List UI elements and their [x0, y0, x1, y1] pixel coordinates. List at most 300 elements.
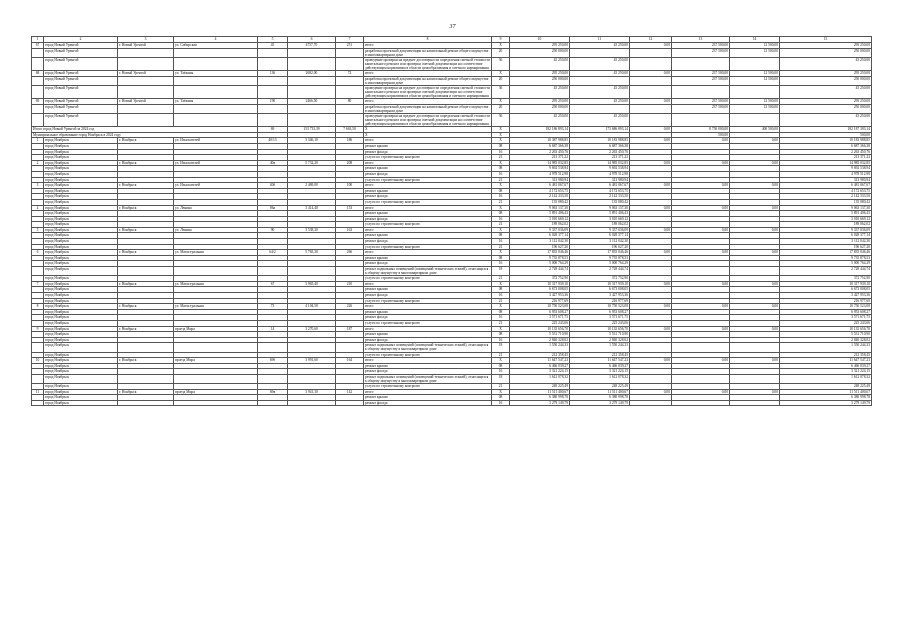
table-cell [174, 400, 258, 406]
table-cell: 3 112 042,30 [510, 239, 570, 245]
table-cell: город Ноябрьск [44, 199, 118, 205]
table-cell: город Ноябрьск [44, 384, 118, 390]
table-cell [174, 343, 258, 352]
table-cell: ул. Магистральная [174, 304, 258, 310]
table-cell: 90 [258, 227, 288, 233]
table-cell: город Ноябрьск [44, 315, 118, 321]
table-cell [258, 85, 288, 98]
table-cell: город Ноябрьск [44, 343, 118, 352]
table-cell [118, 85, 174, 98]
table-cell: 14 [258, 326, 288, 332]
table-cell [570, 104, 630, 113]
table-cell [630, 343, 672, 352]
table-cell: 196 627,20 [570, 244, 630, 250]
table-cell: 16 [492, 337, 510, 343]
table-cell: 3 538,30 [288, 227, 336, 233]
table-cell: 16 [492, 369, 510, 375]
table-cell: 2 142 333,50 [510, 194, 570, 200]
table-cell: 2 840 328,02 [570, 337, 630, 343]
table-cell [118, 400, 174, 406]
table-cell: разработка проектной документации на капитальный ремонт общего имущества в многоквартирном доме [364, 48, 492, 57]
table-cell [258, 267, 288, 276]
table-cell: 186 [336, 138, 364, 144]
table-cell: 0,00 [730, 358, 780, 364]
table-cell: город Ноябрьск [44, 309, 118, 315]
table-row [32, 57, 872, 70]
table-cell: 17 835 046,46 [510, 250, 570, 256]
table-cell: город Ноябрьск [44, 233, 118, 239]
table-cell: 69 [32, 99, 44, 105]
column-number: 11 [570, 37, 630, 43]
table-cell [258, 104, 288, 113]
table-cell: 4 172 653,75 [510, 188, 570, 194]
table-cell: 08 [492, 143, 510, 149]
table-cell: 6 [32, 250, 44, 256]
table-cell: 16 [492, 194, 510, 200]
table-cell: 295 250,00 [510, 43, 570, 49]
table-cell: 0,00 [630, 358, 672, 364]
table-cell: г. Новый Уренгой [118, 71, 174, 77]
table-cell: г. Ноябрьск [118, 227, 174, 233]
table-cell [118, 104, 174, 113]
table-cell: ул. Изыскателей [174, 160, 258, 166]
table-cell: 2466,50 [288, 99, 336, 105]
table-cell: 0,00 [630, 138, 672, 144]
table-cell [32, 267, 44, 276]
table-cell: город Новый Уренгой [44, 43, 118, 49]
table-cell: 225 243,06 [780, 320, 872, 326]
table-cell: 0,00 [672, 205, 730, 211]
table-cell: 86а [258, 205, 288, 211]
table-cell [258, 76, 288, 85]
table-cell: 0,00 [672, 250, 730, 256]
table-cell: 1 550 244,33 [780, 343, 872, 352]
table-cell: 16 [492, 293, 510, 299]
table-cell [32, 85, 44, 98]
table-cell: город Ноябрьск [44, 267, 118, 276]
table-cell: проведение проверки на предмет достоверности определения сметной стоимости капитального ремонта или проверки сметной документации на соответствие действующим нормативам в области ценообразования и сметного нормирования [365, 57, 490, 70]
table-cell: 3 991,60 [288, 358, 336, 364]
table-cell: 16 [492, 239, 510, 245]
table-cell: 16 [492, 216, 510, 222]
table-cell: ремонт крыши [364, 211, 492, 217]
table-cell: 372 752,90 [510, 276, 570, 282]
table-cell: 6 953 608,27 [570, 309, 630, 315]
table-cell: 64/2 [258, 250, 288, 256]
table-cell: ремонт подвальных помещений (помещений технических этажей), относящихся к общему имуществу в многоквартирном доме [364, 343, 492, 352]
table-cell: 14 985 032,85 [570, 160, 630, 166]
table-cell: 10 317 939,10 [510, 281, 570, 287]
table-cell: 0,00 [672, 227, 730, 233]
table-cell: 2 263 450,76 [570, 149, 630, 155]
table-cell: 08 [492, 287, 510, 293]
table-cell: 11 511 400,67 [510, 389, 570, 395]
table-cell: 68 [32, 71, 44, 77]
table-cell: 0,00 [630, 304, 672, 310]
table-cell: город Ноябрьск [44, 304, 118, 310]
table-cell: 0,00 [672, 281, 730, 287]
table-cell: г. Ноябрьск [118, 138, 174, 144]
table-cell: 10 750 523,08 [510, 304, 570, 310]
table-cell: 21 [492, 352, 510, 358]
table-cell: ремонт фасада [364, 194, 492, 200]
table-cell: 213 371,22 [780, 155, 872, 161]
table-cell: 45 250,00 [510, 113, 570, 126]
table-cell: X [492, 138, 510, 144]
table-cell: 9 692 538,94 [510, 166, 570, 172]
table-cell: 21 [492, 384, 510, 390]
table-cell: 5 891 406,43 [510, 211, 570, 217]
table-cell: 17 835 046,46 [570, 250, 630, 256]
table-cell: город Ноябрьск [44, 194, 118, 200]
table-cell: 4 978 512,98 [780, 171, 872, 177]
table-cell: ремонт крыши [364, 233, 492, 239]
table-cell [118, 374, 174, 383]
table-cell: 189 062,02 [570, 222, 630, 228]
table-cell: 45 250,00 [570, 99, 630, 105]
table-row [32, 85, 872, 98]
table-cell: 16 [492, 261, 510, 267]
table-cell: 5 531 710,90 [510, 332, 570, 338]
table-cell [672, 85, 730, 98]
table-cell: ремонт фасада [364, 293, 492, 299]
table-cell: X [492, 127, 510, 133]
table-cell: 18 [492, 343, 510, 352]
table-cell: 10 317 939,10 [780, 281, 872, 287]
table-cell [32, 76, 44, 85]
table-row [32, 113, 872, 126]
table-cell: итого [364, 326, 492, 332]
table-cell: 3 112 042,30 [570, 239, 630, 245]
table-cell: 5 531 710,90 [570, 332, 630, 338]
table-cell: город Ноябрьск [44, 244, 118, 250]
table-cell [336, 57, 364, 70]
table-cell: 0,00 [672, 138, 730, 144]
table-cell [630, 374, 672, 383]
table-cell: город Новый Уренгой [44, 76, 118, 85]
table-cell: X [492, 160, 510, 166]
table-cell [118, 76, 174, 85]
table-cell: 08 [492, 309, 510, 315]
table-cell: город Ноябрьск [44, 160, 118, 166]
table-cell: 9 [32, 326, 44, 332]
table-cell: ремонт фасада [364, 171, 492, 177]
table-cell: 9 692 538,94 [570, 166, 630, 172]
table-cell: город Ноябрьск [44, 171, 118, 177]
table-cell: 295 250,00 [510, 99, 570, 105]
table-cell: проезд Мира [174, 389, 258, 395]
column-number: 6 [288, 37, 336, 43]
table-cell: 225 243,06 [570, 320, 630, 326]
table-cell: 21 [492, 298, 510, 304]
table-cell: 21 [492, 177, 510, 183]
table-cell: Итого город Новый Уренгой за 2024 год [32, 127, 258, 133]
table-cell: 45 250,00 [570, 85, 630, 98]
table-cell: X [364, 132, 492, 138]
table-cell: 16 [492, 171, 510, 177]
table-cell: 0,00 [630, 183, 672, 189]
table-cell: 6 687 366,38 [510, 143, 570, 149]
table-row [32, 48, 872, 57]
table-cell: итого [364, 99, 492, 105]
table-cell: 6 466 039,27 [510, 363, 570, 369]
table-cell: 135 080,42 [780, 199, 872, 205]
table-cell: город Ноябрьск [44, 205, 118, 211]
table-cell: 182 187 393,14 [780, 127, 872, 133]
table-cell: 14 985 032,85 [780, 160, 872, 166]
table-cell [672, 267, 730, 276]
table-cell: город Ноябрьск [44, 332, 118, 338]
page-number: 37 [449, 24, 456, 30]
table-cell: 5 531 710,90 [780, 332, 872, 338]
table-cell: 3 010 669,12 [780, 216, 872, 222]
table-cell: 6 673 008,05 [780, 287, 872, 293]
table-cell: 21 [492, 199, 510, 205]
table-cell: 18 [492, 374, 510, 383]
table-cell: итого [364, 183, 492, 189]
table-cell: 225 243,06 [510, 320, 570, 326]
table-cell: город Ноябрьск [44, 276, 118, 282]
table-cell: 16 [492, 315, 510, 321]
table-cell: город Новый Уренгой [44, 113, 118, 126]
table-cell: 0,00 [672, 160, 730, 166]
table-cell: 4 978 512,98 [570, 171, 630, 177]
table-cell: 08 [492, 363, 510, 369]
table-cell: X [492, 227, 510, 233]
table-cell: 313 980,94 [780, 177, 872, 183]
table-cell: услуги по строительному контролю [364, 320, 492, 326]
table-cell [118, 113, 174, 126]
table-cell: 142 [336, 389, 364, 395]
table-cell: итого [364, 227, 492, 233]
table-cell [730, 343, 780, 352]
table-cell: город Ноябрьск [44, 255, 118, 261]
table-cell: 6 028 377,14 [570, 233, 630, 239]
table-cell: 11 647 547,23 [780, 358, 872, 364]
table-cell: 9 735 878,53 [570, 255, 630, 261]
table-cell: 3 571 671,75 [570, 315, 630, 321]
table-cell [258, 48, 288, 57]
table-cell: 16 [492, 149, 510, 155]
table-cell: услуги по строительному контролю [364, 177, 492, 183]
table-cell: 0,00 [672, 358, 730, 364]
table-cell: ремонт крыши [364, 309, 492, 315]
table-cell: 237 500,00 [672, 43, 730, 49]
table-cell: 21 [492, 320, 510, 326]
table-cell: 80 [336, 99, 364, 105]
table-cell: 0,00 [672, 183, 730, 189]
table-cell: 2 469,00 [288, 183, 336, 189]
table-cell: г. Ноябрьск [118, 250, 174, 256]
table-cell: X [492, 71, 510, 77]
table-row [32, 343, 872, 352]
table-cell: 313 980,94 [570, 177, 630, 183]
table-cell: ремонт фасада [364, 261, 492, 267]
table-cell: ремонт фасада [364, 239, 492, 245]
table-cell: ремонт крыши [364, 166, 492, 172]
column-number: 4 [174, 37, 258, 43]
table-cell: X [492, 389, 510, 395]
table-cell: ремонт крыши [364, 287, 492, 293]
table-cell: 9 735 878,53 [780, 255, 872, 261]
table-cell: 0,00 [730, 205, 780, 211]
table-cell: 196 627,20 [780, 244, 872, 250]
table-cell [32, 48, 44, 57]
table-cell: 11 511 400,67 [570, 389, 630, 395]
table-cell: X [364, 127, 492, 133]
table-row [32, 104, 872, 113]
table-cell [730, 267, 780, 276]
table-cell: 173 686 893,14 [570, 127, 630, 133]
table-cell: X [492, 205, 510, 211]
table-cell: 3 571 671,75 [780, 315, 872, 321]
table-cell: город Новый Уренгой [44, 99, 118, 105]
table-cell: 21 [492, 244, 510, 250]
table-cell [174, 374, 258, 383]
table-cell: 313 980,94 [510, 177, 570, 183]
table-cell: 226 [336, 304, 364, 310]
table-cell: 21 [492, 222, 510, 228]
table-cell: 500,00 [780, 132, 872, 138]
table-cell: город Ноябрьск [44, 400, 118, 406]
table-row [32, 374, 872, 383]
table-cell: 1 550 244,33 [510, 343, 570, 352]
table-cell: 1 612 078,32 [570, 374, 630, 383]
table-cell [288, 48, 336, 57]
table-cell: 67 [258, 281, 288, 287]
table-cell: город Ноябрьск [44, 298, 118, 304]
table-cell: Муниципальное образование город Ноябрьск в 2024 году [32, 132, 258, 138]
table-cell: услуги по строительному контролю [364, 276, 492, 282]
table-cell: ремонт крыши [364, 395, 492, 401]
table-cell: 3 279 149,79 [570, 400, 630, 406]
table-cell: 250 000,00 [780, 48, 872, 57]
table-cell: 210 [336, 281, 364, 287]
table-cell: 9 337 036,09 [510, 227, 570, 233]
table-cell: город Ноябрьск [44, 369, 118, 375]
table-cell [32, 113, 44, 126]
table-row [32, 267, 872, 276]
table-cell [336, 343, 364, 352]
table-cell: 20 [492, 76, 510, 85]
table-cell [630, 85, 672, 98]
column-number: 7 [336, 37, 364, 43]
table-cell: г. Новый Уренгой [118, 43, 174, 49]
table-cell: 7 [32, 281, 44, 287]
table-cell: ремонт крыши [364, 363, 492, 369]
table-cell: ремонт подвальных помещений (помещений технических этажей), относящихся к общему имуществу в многоквартирном доме [364, 267, 492, 276]
table-cell: 213 371,22 [510, 155, 570, 161]
table-cell: город Ноябрьск [44, 222, 118, 228]
table-cell: 0,00 [630, 127, 672, 133]
table-cell: 12 500,00 [730, 99, 780, 105]
table-cell [630, 267, 672, 276]
table-cell: 2 [32, 160, 44, 166]
table-cell: итого [364, 304, 492, 310]
column-number: 2 [44, 37, 118, 43]
table-cell: 5 000 764,29 [510, 261, 570, 267]
column-number: 9 [492, 37, 510, 43]
table-cell [630, 57, 672, 70]
table-cell: 11 [32, 389, 44, 395]
table-cell: услуги по строительному контролю [364, 222, 492, 228]
table-cell [258, 374, 288, 383]
table-cell [672, 113, 730, 126]
table-cell: 08 [492, 395, 510, 401]
table-cell: 1 612 078,32 [510, 374, 570, 383]
table-cell: город Новый Уренгой [44, 57, 118, 70]
table-cell: 11 647 547,23 [570, 358, 630, 364]
table-cell [288, 267, 336, 276]
table-cell [174, 85, 258, 98]
table-cell: 4 172 653,75 [570, 188, 630, 194]
table-cell: итого [364, 160, 492, 166]
table-cell: услуги по строительному контролю [364, 298, 492, 304]
table-cell: 248 225,49 [510, 384, 570, 390]
table-cell: X [492, 326, 510, 332]
table-cell: 3 010 669,12 [570, 216, 630, 222]
table-cell: г. Новый Уренгой [118, 99, 174, 105]
table-cell [174, 267, 258, 276]
table-cell: 237 500,00 [672, 48, 730, 57]
table-cell: итого [364, 138, 492, 144]
table-cell: 3 427 953,36 [780, 293, 872, 299]
table-cell: ул. Ленина [174, 227, 258, 233]
table-cell: 36 [492, 113, 510, 126]
table-cell: 5 000 764,29 [570, 261, 630, 267]
table-cell: 400 500,00 [730, 127, 780, 133]
table-cell: 45 250,00 [780, 85, 872, 98]
table-cell: 5 765,30 [288, 250, 336, 256]
table-cell: 0,00 [672, 304, 730, 310]
table-cell: 10 750 523,08 [780, 304, 872, 310]
table-cell: 11 511 400,67 [780, 389, 872, 395]
table-cell: 10 387 988,85 [510, 138, 570, 144]
table-cell: 1 612 078,32 [780, 374, 872, 383]
table-cell: 45 250,00 [570, 71, 630, 77]
table-cell: 6 466 039,27 [570, 363, 630, 369]
table-cell: 3 321 224,15 [570, 369, 630, 375]
table-cell: 08 [492, 211, 510, 217]
table-cell: услуги по строительному контролю [364, 352, 492, 358]
table-cell: 69б [258, 358, 288, 364]
table-cell: ремонт крыши [364, 332, 492, 338]
table-cell: 208 [336, 160, 364, 166]
table-cell: 0,00 [730, 160, 780, 166]
table-cell: 11 647 547,23 [510, 358, 570, 364]
table-cell: услуги по строительному контролю [364, 244, 492, 250]
table-cell: 0,00 [730, 138, 780, 144]
table-cell: ремонт крыши [364, 143, 492, 149]
table-cell [730, 113, 780, 126]
table-cell: итого [364, 281, 492, 287]
table-cell: г. Ноябрьск [118, 326, 174, 332]
table-cell [672, 343, 730, 352]
table-cell: 3 279 149,79 [510, 400, 570, 406]
table-cell: город Ноябрьск [44, 177, 118, 183]
table-cell: 2 728 444,74 [570, 267, 630, 276]
table-cell [288, 400, 336, 406]
table-cell: 212 358,45 [780, 352, 872, 358]
table-cell: 295 250,00 [510, 71, 570, 77]
table-cell: 4 978 512,98 [510, 171, 570, 177]
table-cell: город Ноябрьск [44, 358, 118, 364]
table-cell [118, 48, 174, 57]
table-cell: 3 427 953,36 [510, 293, 570, 299]
table-cell: город Ноябрьск [44, 287, 118, 293]
table-cell: 0,00 [730, 389, 780, 395]
table-cell: 20 [492, 48, 510, 57]
